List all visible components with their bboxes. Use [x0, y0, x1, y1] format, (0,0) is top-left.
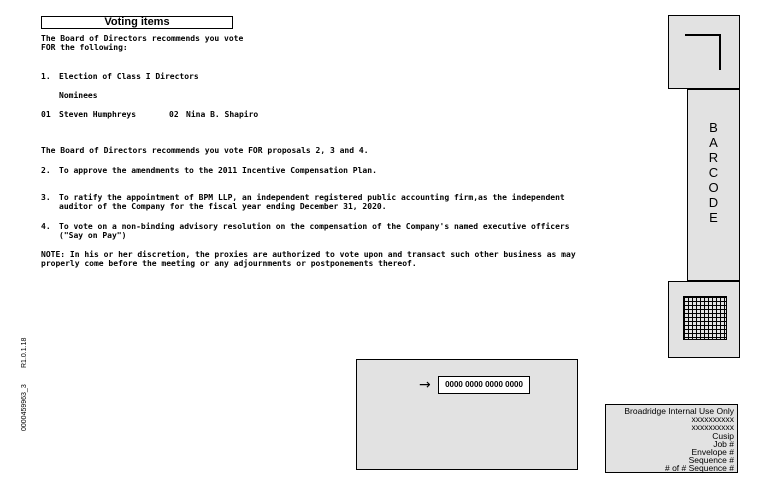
- item-1-text: Election of Class I Directors: [59, 72, 199, 81]
- item-3-text: [59, 193, 565, 211]
- matrix-code-box: [668, 281, 740, 358]
- control-number: 0000 0000 0000 0000: [438, 376, 530, 394]
- item-3-line-1: To ratify the appointment of BPM LLP, an independent registered public accounting firm,as the independent: [59, 193, 565, 202]
- broadridge-line-2: xxxxxxxxxx: [691, 414, 734, 425]
- broadridge-line-1: Broadridge Internal Use Only: [624, 406, 734, 416]
- barcode-box: [687, 89, 740, 281]
- broadridge-cusip: Cusip: [712, 430, 734, 441]
- broadridge-of-sequence: # of # Sequence #: [664, 463, 734, 474]
- revision-code: R1.0.1.18: [21, 337, 28, 368]
- intro-line-2: FOR the following:: [41, 43, 128, 52]
- note-line-2: properly come before the meeting or any adjournments or postponements thereof.: [41, 259, 417, 268]
- broadridge-job: Job #: [713, 438, 734, 449]
- matrix-code-icon: [683, 296, 727, 340]
- item-2-number: 2.: [41, 166, 51, 175]
- corner-mark-box: [668, 15, 740, 89]
- nominees-label: Nominees: [59, 91, 98, 100]
- broadridge-envelope: Envelope #: [691, 447, 734, 458]
- item-1-number: 1.: [41, 72, 51, 81]
- note-label: NOTE:: [41, 250, 66, 259]
- item-3-number: 3.: [41, 193, 51, 202]
- broadridge-internal-box: [605, 404, 738, 473]
- intro-line-1: The Board of Directors recommends you vote: [41, 34, 244, 43]
- arrow-icon: →: [419, 377, 431, 393]
- broadridge-line-3: xxxxxxxxxx: [691, 422, 734, 433]
- item-4-number: 4.: [41, 222, 51, 231]
- broadridge-sequence: Sequence #: [688, 455, 734, 466]
- note-line-1: In his or her discretion, the proxies are authorized to vote upon and transact such other business as may: [65, 250, 576, 259]
- nominee-2-number: 02: [169, 110, 179, 119]
- corner-mark-icon: [685, 34, 721, 70]
- nominee-2-name: Nina B. Shapiro: [186, 110, 259, 119]
- item-3-line-2: auditor of the Company for the fiscal year ending December 31, 2020.: [59, 202, 387, 211]
- item-4-line-1: To vote on a non-binding advisory resolution on the compensation of the Company's named executive officers: [59, 222, 570, 231]
- item-4-text: [59, 222, 570, 240]
- control-number-box: [356, 359, 578, 470]
- item-4-line-2: ("Say on Pay"): [59, 231, 127, 240]
- item-2-text: To approve the amendments to the 2011 Incentive Compensation Plan.: [59, 166, 377, 175]
- proposals-heading: The Board of Directors recommends you vote FOR proposals 2, 3 and 4.: [41, 146, 369, 155]
- intro-text: [41, 34, 243, 52]
- nominee-1-name: Steven Humphreys: [59, 110, 137, 119]
- note-text: [41, 250, 576, 268]
- voting-items-title: Voting items: [41, 16, 233, 29]
- nominee-1-number: 01: [41, 110, 51, 119]
- barcode-label: B A R C O D E: [708, 120, 719, 225]
- document-code: 0000459963_3: [21, 384, 28, 431]
